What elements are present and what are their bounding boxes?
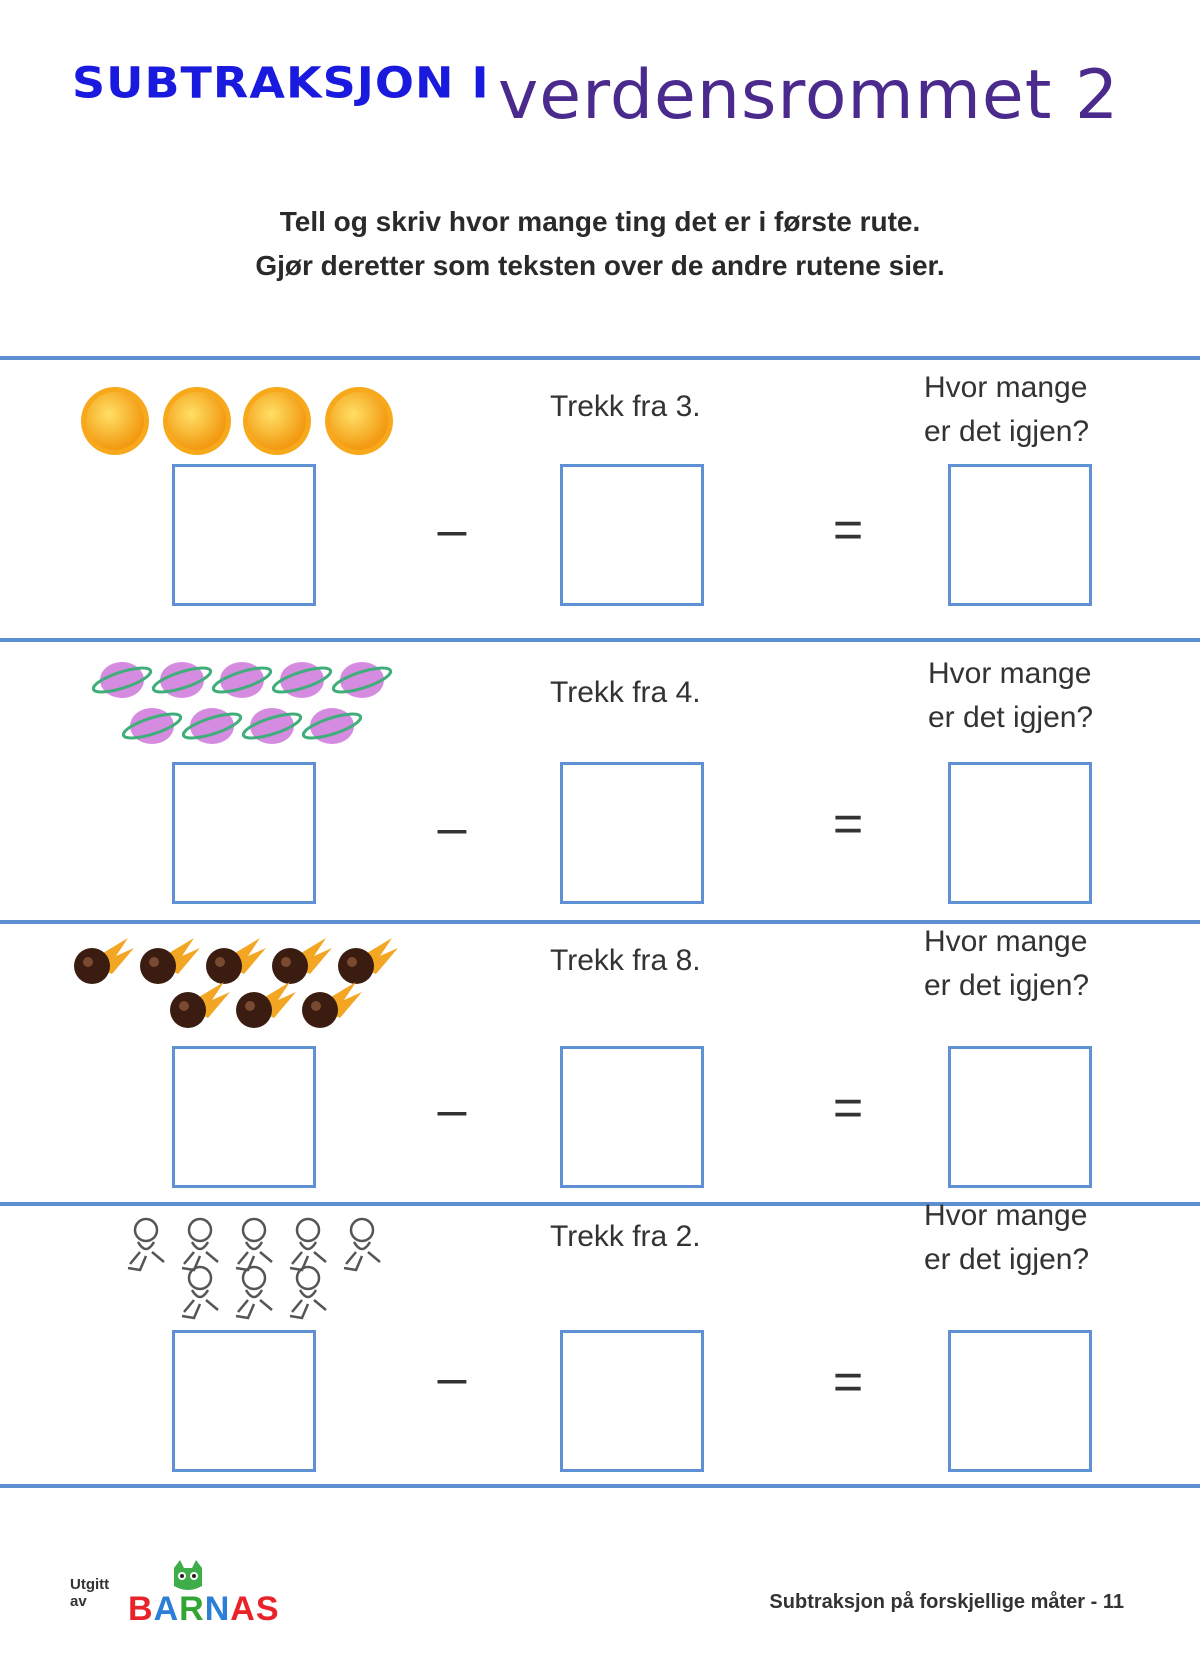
brand-letter: A: [153, 1590, 180, 1628]
equals-sign: =: [832, 501, 864, 559]
sun-icon: [240, 384, 314, 458]
question-line-2: er det igjen?: [924, 1243, 1090, 1276]
answer-box-count[interactable]: [172, 762, 316, 904]
answer-box-subtract[interactable]: [560, 762, 704, 904]
brand-letter: A: [230, 1590, 256, 1628]
exercise-row-2: [0, 642, 1200, 920]
published-by-text: Utgitt av: [70, 1576, 110, 1610]
question-text: [928, 652, 1148, 740]
brand-letter: B: [128, 1590, 154, 1628]
question-line-1: Hvor mange: [928, 657, 1092, 690]
question-line-2: er det igjen?: [924, 969, 1090, 1002]
answer-box-result[interactable]: [948, 464, 1092, 606]
instruction-label: Trekk fra 4.: [550, 676, 701, 709]
meteor-icon-group: [68, 934, 418, 1034]
instruction-label: Trekk fra 8.: [550, 944, 701, 977]
question-line-1: Hvor mange: [924, 371, 1088, 404]
answer-box-result[interactable]: [948, 762, 1092, 904]
answer-box-subtract[interactable]: [560, 1330, 704, 1472]
sun-icon: [322, 384, 396, 458]
count-icons: [120, 1212, 400, 1322]
sun-icon: [160, 384, 234, 458]
question-line-2: er det igjen?: [928, 701, 1094, 734]
equals-sign: =: [832, 1079, 864, 1137]
answer-box-count[interactable]: [172, 1046, 316, 1188]
count-icons: [90, 658, 410, 758]
planet-icon: [91, 662, 393, 744]
answer-box-count[interactable]: [172, 464, 316, 606]
astronaut-icon-group: [120, 1212, 400, 1322]
minus-sign: –: [437, 1349, 467, 1407]
exercise-row-3: [0, 924, 1200, 1202]
cat-mascot-icon: [170, 1560, 206, 1594]
minus-sign: –: [437, 799, 467, 857]
equals-sign: =: [832, 795, 864, 853]
title-part-1: SUBTRAKSJON I: [72, 58, 490, 108]
question-line-1: Hvor mange: [924, 1199, 1088, 1232]
instruction-label: Trekk fra 2.: [550, 1220, 701, 1253]
instruction-label: Trekk fra 3.: [550, 390, 701, 423]
meteor-icon: [74, 938, 398, 1028]
title-part-2: verdensrommet 2: [498, 56, 1120, 135]
instruction-line-1: Tell og skriv hvor mange ting det er i første rute.: [279, 206, 921, 237]
answer-box-subtract[interactable]: [560, 464, 704, 606]
equals-sign: =: [832, 1353, 864, 1411]
question-text: [924, 920, 1144, 1008]
answer-box-result[interactable]: [948, 1046, 1092, 1188]
page-footer-label: Subtraksjon på forskjellige måter - 11: [769, 1591, 1124, 1613]
divider-line: [0, 1484, 1200, 1488]
question-text: [924, 366, 1144, 454]
exercise-row-1: [0, 360, 1200, 638]
count-icons: [72, 380, 412, 470]
answer-box-subtract[interactable]: [560, 1046, 704, 1188]
exercise-row-4: [0, 1199, 1200, 1484]
minus-sign: –: [437, 1081, 467, 1139]
planet-icon-group: [90, 658, 410, 758]
brand-letter: R: [179, 1590, 205, 1628]
brand-letter: S: [255, 1590, 280, 1628]
brand-name: [128, 1590, 280, 1629]
answer-box-count[interactable]: [172, 1330, 316, 1472]
instruction-line-2: Gjør deretter som teksten over de andre rutene sier.: [255, 250, 945, 281]
question-text: [924, 1194, 1144, 1282]
astronaut-icon: [128, 1219, 380, 1318]
sun-icon: [78, 384, 152, 458]
question-line-1: Hvor mange: [924, 925, 1088, 958]
minus-sign: –: [437, 501, 467, 559]
question-line-2: er det igjen?: [924, 415, 1090, 448]
answer-box-result[interactable]: [948, 1330, 1092, 1472]
count-icons: [68, 934, 418, 1034]
brand-letter: N: [204, 1590, 231, 1628]
